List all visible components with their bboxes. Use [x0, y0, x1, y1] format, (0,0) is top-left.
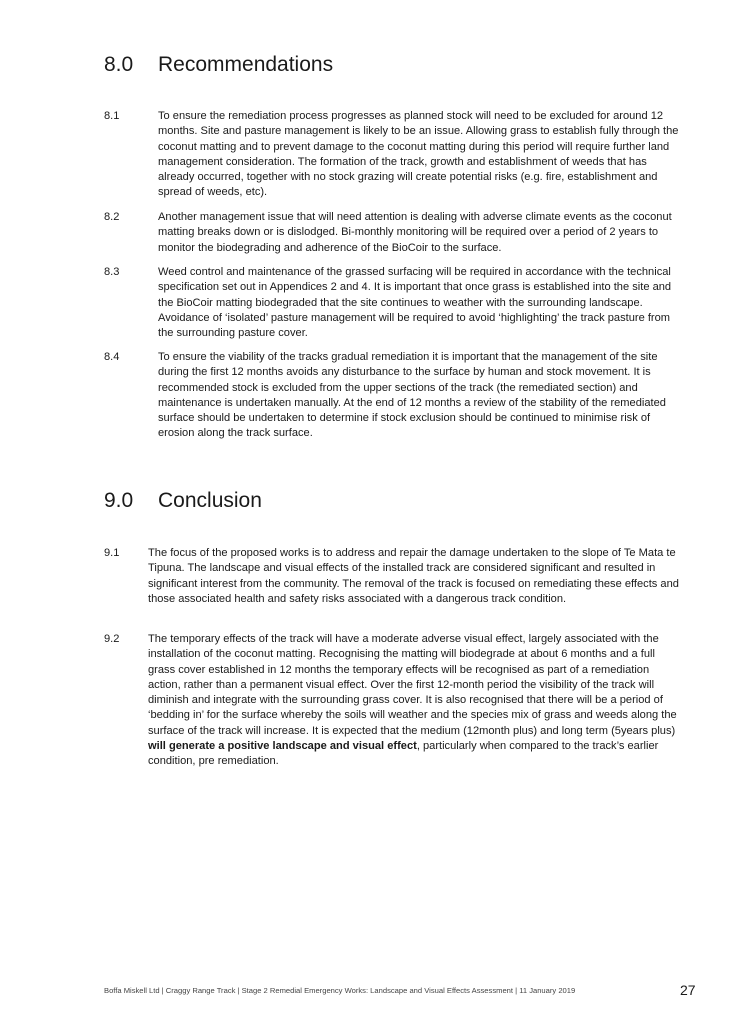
paragraph-number: 8.4 — [104, 351, 120, 363]
paragraph-text-bold: will generate a positive landscape and visual effect — [148, 740, 417, 753]
paragraph-number: 9.1 — [104, 547, 120, 559]
section-heading-conclusion — [104, 489, 262, 513]
footer-text: Boffa Miskell Ltd | Craggy Range Track | Stage 2 Remedial Emergency Works: Landscape and Visual Effects Assessment | 11 January 2019 — [104, 986, 576, 995]
paragraph-text-after: , particularly when compared to the track’s earlier condition, pre remediation. — [148, 740, 659, 768]
paragraph-text: To ensure the remediation process progresses as planned stock will need to be excluded for around 12 months. Site and pasture management is likely to be an issue. Allowing grass to establish fully through the coconut matting and to prevent damage to the coconut matting during this period will require further land management consideration. The formation of the track, growth and establishment of weeds that has already occurred, together with no stock grazing will create potential risks (e.g. fire, establishment and spread of weeds, etc). — [158, 110, 679, 199]
paragraph-text — [148, 632, 684, 770]
paragraph-text-before: The temporary effects of the track will have a moderate adverse visual effect, largely associated with the installation of the coconut matting. Recognising the matting will biodegrade at about 6 months and a full grass cover established in 12 months the temporary effects will be recognised as part of a remediation action, rather than a permanent visual effect. Over the first 12-month period the visibility of the track will diminish and integrate with the surrounding grass cover. It is also recognised that there will be a period of ‘bedding in’ for the surface whereby the soils will weather and the species mix of grass and weeds along the surface of the track will increase. It is expected that the medium (12month plus) and long term (5years plus) — [148, 633, 677, 737]
paragraph-text: To ensure the viability of the tracks gradual remediation it is important that the management of the site during the first 12 months avoids any disturbance to the surface by human and stock movement. It is recommended stock is excluded from the upper sections of the track (the remediated section) and maintenance is undertaken manually. At the end of 12 months a review of the stability of the remediated surface should be undertaken to determine if stock exclusion should be continued to minimise risk of erosion along the track surface. — [158, 351, 666, 440]
section-title: Conclusion — [158, 489, 262, 512]
paragraph-number: 8.3 — [104, 266, 120, 278]
section-heading-recommendations — [104, 53, 333, 77]
paragraph-number: 8.2 — [104, 211, 120, 223]
paragraph-number: 8.1 — [104, 110, 120, 122]
section-title: Recommendations — [158, 53, 334, 76]
section-number: 9.0 — [104, 489, 134, 512]
paragraph-text: Weed control and maintenance of the grassed surfacing will be required in accordance with the technical specification set out in Appendices 2 and 4. It is important that once grass is established into the site and the BioCoir matting biodegraded that the site continues to weather with the surrounding landscape. Avoidance of ‘isolated’ pasture management will be required to avoid ‘highlighting’ the track pasture from the surrounding pasture cover. — [158, 266, 672, 340]
page-number: 27 — [680, 982, 696, 998]
paragraph-number: 9.2 — [104, 633, 120, 645]
paragraph-text: The focus of the proposed works is to address and repair the damage undertaken to the slope of Te Mata te Tipuna. The landscape and visual effects of the installed track are considered significant and resulted in significant interest from the community. The removal of the track is focused on remediating these effects and those associated health and safety risks associated with a dangerous track condition. — [148, 547, 679, 605]
section-number: 8.0 — [104, 53, 134, 76]
paragraph-text: Another management issue that will need attention is dealing with adverse climate events as the coconut matting breaks down or is dislodged. Bi-monthly monitoring will be required over a period of 2 years to monitor the biodegrading and adherence of the BioCoir to the surface. — [158, 211, 672, 254]
